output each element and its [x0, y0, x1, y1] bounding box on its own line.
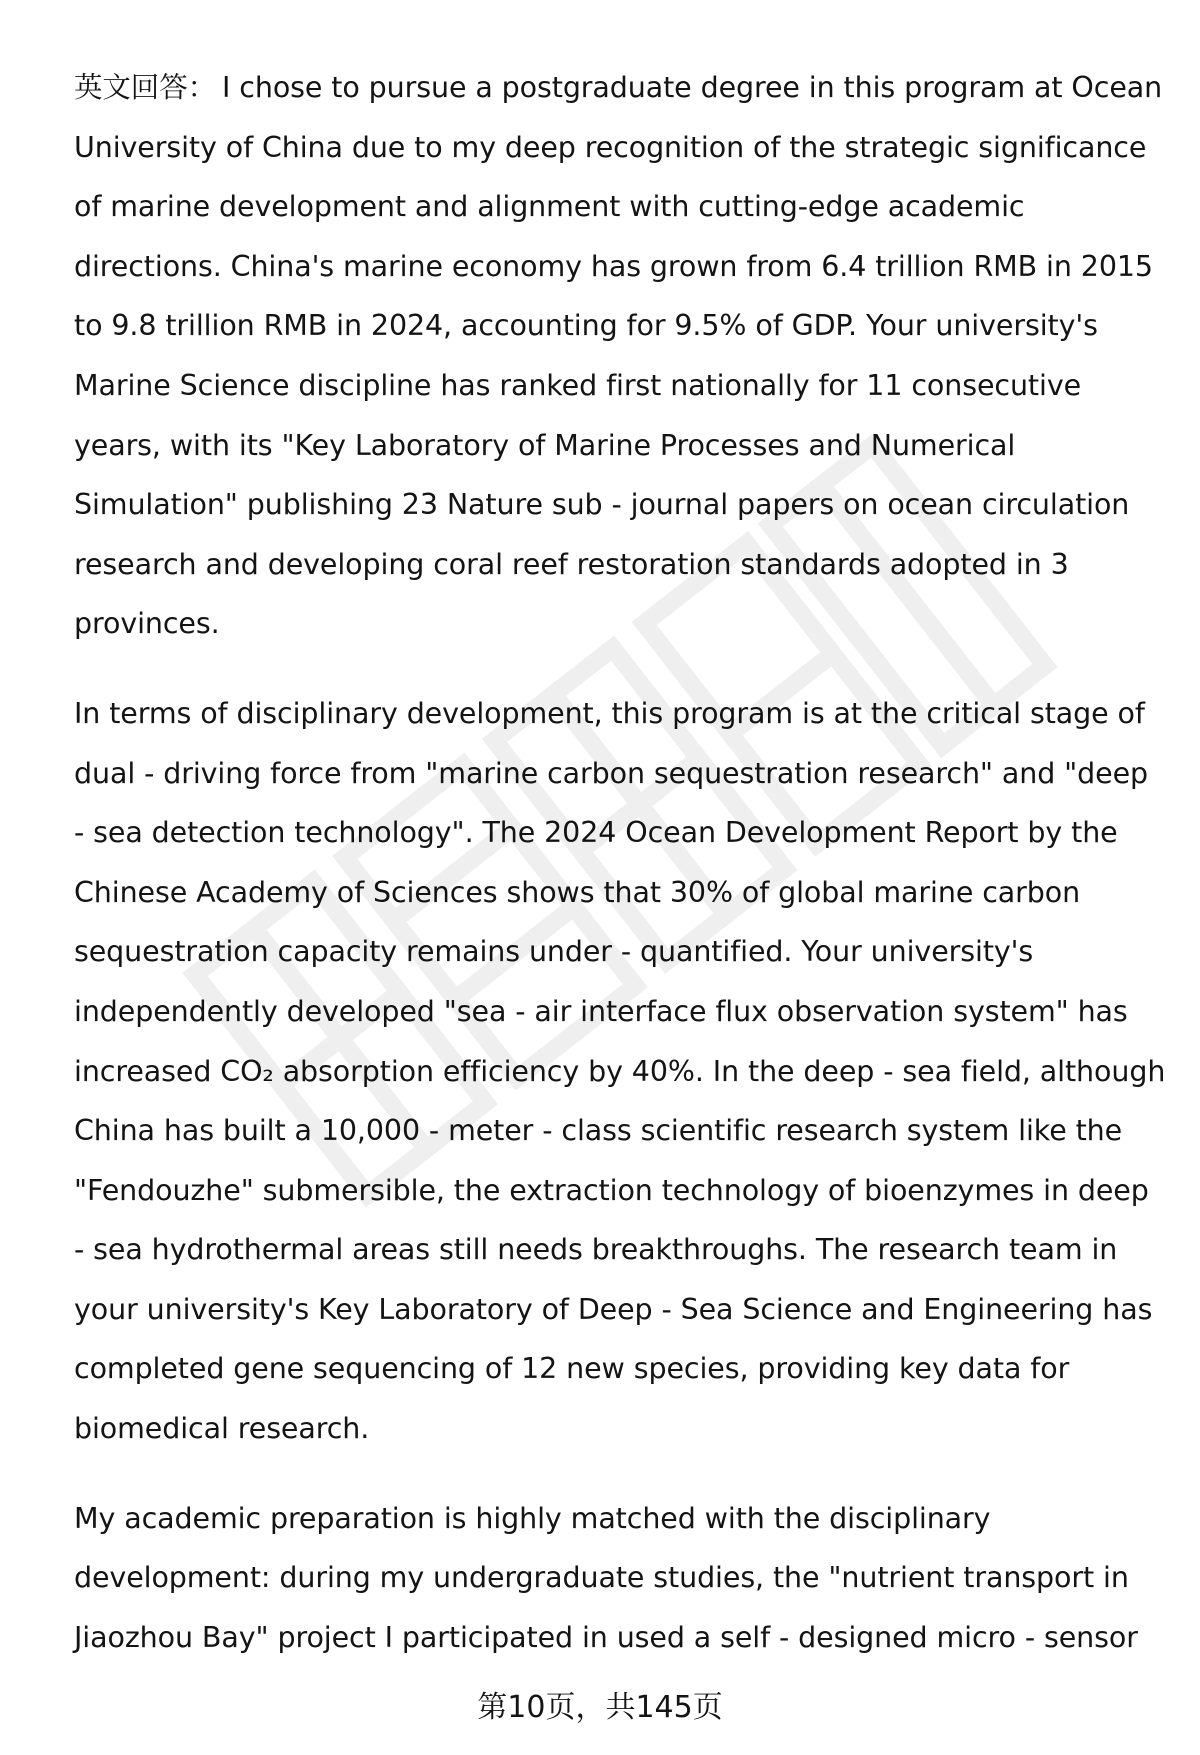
paragraph-2: In terms of disciplinary development, this program is at the critical stage of dual - driving force from "marine carbon sequestration research" and "deep - sea detection technology". The 2024 Ocean Development Report by the Chinese Academy of Sciences shows that 30% of global marine carbon sequestration capacity remains under - quantified. Your university's independently developed "sea - air interface flux observation system" has increased CO₂ absorption efficiency by 40%. In the deep - sea field, although China has built a 10,000 - meter - class scientific research system like the "Fendouzhe" submersible, the extraction technology of bioenzymes in deep - sea hydrothermal areas still needs breakthroughs. The research team in your university's Key Laboratory of Deep - Sea Science and Engineering has completed gene sequencing of 12 new species, providing key data for biomedical research. [74, 696, 1166, 1446]
page-footer: 第10页，共145页 [477, 1690, 723, 1725]
paragraph-1-text: I chose to pursue a postgraduate degree in this program at Ocean University of China due to my deep recognition of the strategic significance of marine development and alignment with cutting-edge academic directions. China's marine economy has grown from 6.4 trillion RMB in 2015 to 9.8 trillion RMB in 2024, accounting for 9.5% of GDP. Your university's Marine Science discipline has ranked first nationally for 11 consecutive years, with its "Key Laboratory of Marine Processes and Numerical Simulation" publishing 23 Nature sub - journal papers on ocean circulation research and developing coral reef restoration standards adopted in 3 provinces. [74, 71, 1163, 641]
paragraph-1 [74, 58, 1166, 654]
lead-label: 英文回答： [74, 71, 217, 104]
document-body [74, 58, 1166, 1697]
paragraph-3: My academic preparation is highly matched with the disciplinary development: during my undergraduate studies, the "nutrient transport in Jiaozhou Bay" project I participated in used a self - designed micro - sensor [74, 1501, 1138, 1654]
